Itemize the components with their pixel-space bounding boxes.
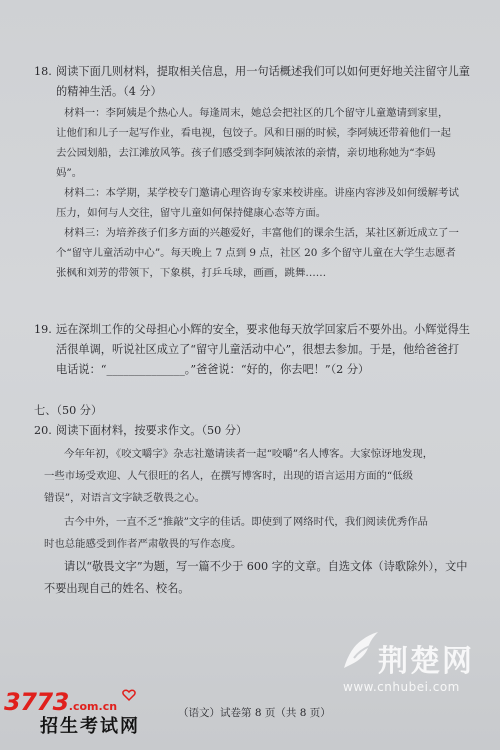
material-1-line-3: 去公园划船，去江滩放风筝。孩子们感受到李阿姨浓浓的亲情，亲切地称她为“李妈 xyxy=(56,147,436,159)
bird-logo-icon xyxy=(340,628,380,672)
question-19-line-1: 远在深圳工作的父母担心小辉的安全，要求他每天放学回家后不要外出。小辉觉得生 xyxy=(56,323,470,336)
material-3-line-2: 个“留守儿童活动中心”。每天晚上 7 点到 9 点，社区 20 多个留守儿童在大学生志愿者 xyxy=(56,247,456,259)
material-1-line-1: 材料一：李阿姨是个热心人。每逢周末，她总会把社区的几个留守儿童邀请到家里， xyxy=(64,107,449,119)
question-20-line-1: 阅读下面材料，按要求作文。（50 分） xyxy=(56,424,248,437)
logo-subtitle: 招生考试网 xyxy=(40,716,140,737)
material-2-line-1: 材料二：本学期，某学校专门邀请心理咨询专家来校讲座。讲座内容涉及如何缓解考试 xyxy=(64,187,459,199)
material-1-line-2: 让他们和儿子一起写作业，看电视，包饺子。风和日丽的时候，李阿姨还带着他们一起 xyxy=(56,127,451,139)
question-18-line-1: 阅读下面几则材料，提取相关信息，用一句话概述我们可以如何更好地关注留守儿童 xyxy=(56,65,470,78)
question-20-number: 20. xyxy=(34,424,52,437)
essay-paragraph-2-line-2: 时也总能感受到作者严肃敬畏的写作态度。 xyxy=(44,538,242,550)
material-1-line-4: 妈”。 xyxy=(56,167,83,179)
heart-icon xyxy=(122,688,136,702)
logo-domain-text: .com.cn xyxy=(68,700,118,713)
logo-main-text: 3773 xyxy=(4,688,69,716)
essay-paragraph-1-line-3: 错误”，对语言文字缺乏敬畏之心。 xyxy=(44,492,206,504)
essay-paragraph-2-line-1: 古今中外，一直不乏“推敲”文字的佳话。即使到了网络时代，我们阅读优秀作品 xyxy=(64,516,428,528)
essay-instruction-line-2: 不要出现自己的姓名、校名。 xyxy=(44,582,190,595)
material-3-line-3: 张枫和刘芳的带领下，下象棋，打乒乓球，画画，跳舞…… xyxy=(56,267,327,279)
question-19-line-3: 电话说：“______________。”爸爸说：“好的，你去吧！”（2 分） xyxy=(56,363,370,376)
section-7-title: 七、（50 分） xyxy=(34,404,103,417)
watermark-site: www.cnhubei.com xyxy=(343,680,460,694)
essay-paragraph-1-line-1: 今年年初，《咬文嚼字》杂志社邀请读者一起“咬嚼”名人博客。大家惊讶地发现， xyxy=(64,448,434,460)
question-18-line-2: 的精神生活。（4 分） xyxy=(56,85,162,98)
essay-paragraph-1-line-2: 一些市场受欢迎、人气很旺的名人，在撰写博客时，出现的语言运用方面的“低级 xyxy=(44,470,413,482)
essay-instruction-line-1: 请以“敬畏文字”为题，写一篇不少于 600 字的文章。自选文体（诗歌除外），文中 xyxy=(64,560,468,573)
page-footer: （语文）试卷第 8 页（共 8 页） xyxy=(178,707,331,719)
question-19-number: 19. xyxy=(34,323,52,336)
question-19-line-2: 活很单调，听说社区成立了“留守儿童活动中心”，很想去参加。于是，他给爸爸打 xyxy=(56,343,460,356)
question-18-number: 18. xyxy=(34,65,52,78)
material-2-line-2: 压力，如何与人交往，留守儿童如何保持健康心态等方面。 xyxy=(56,207,327,219)
watermark-name: 荆楚网 xyxy=(378,644,474,679)
cnhubei-watermark xyxy=(340,628,380,676)
material-3-line-1: 材料三：为培养孩子们多方面的兴趣爱好，丰富他们的课余生活，某社区新近成立了一 xyxy=(64,227,459,239)
